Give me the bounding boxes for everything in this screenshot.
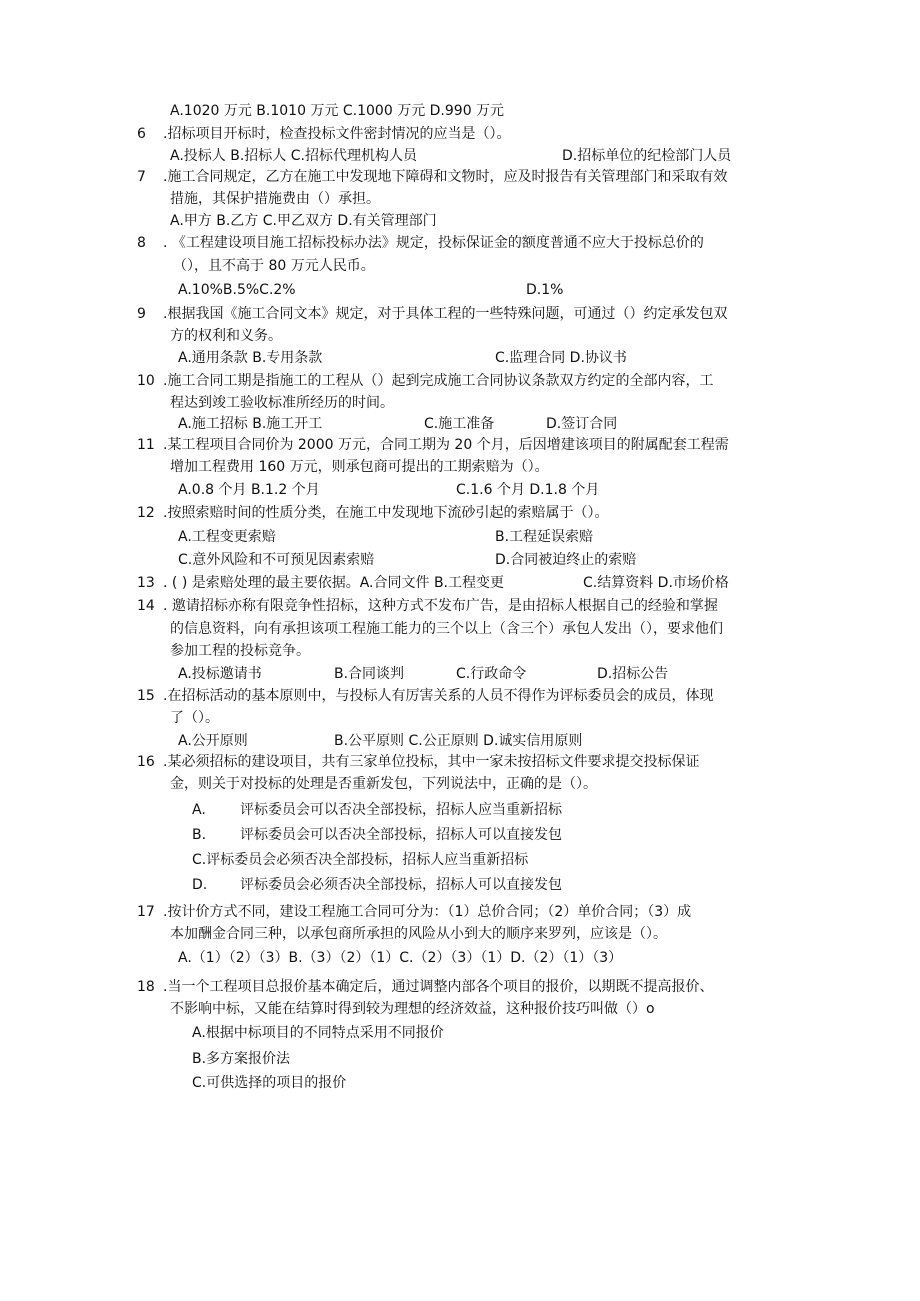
q10-number: 10 xyxy=(137,373,155,389)
q15-number: 15 xyxy=(137,688,155,704)
q10-option-c: C.施工准备 xyxy=(424,416,495,432)
q16-option-c: C.评标委员会必须否决全部投标，招标人应当重新招标 xyxy=(192,852,529,868)
q18-option-c: C.可供选择的项目的报价 xyxy=(192,1075,347,1091)
q11-number: 11 xyxy=(137,437,155,453)
q11-stem-line2: 增加工程费用 160 万元，则承包商可提出的工期索赔为（）。 xyxy=(170,459,549,475)
q16-option-a-letter: A. xyxy=(192,802,206,818)
q12-option-a: A.工程变更索赔 xyxy=(178,529,276,545)
q15-stem-line1: .在招标活动的基本原则中，与投标人有厉害关系的人员不得作为评标委员会的成员，体现 xyxy=(163,688,714,704)
q7-options: A.甲方 B.乙方 C.甲乙双方 D.有关管理部门 xyxy=(170,213,437,229)
q11-options-cd: C.1.6 个月 D.1.8 个月 xyxy=(456,482,600,498)
q17-number: 17 xyxy=(137,904,155,920)
q12-option-d: D.合同被迫终止的索赔 xyxy=(495,552,637,568)
q7-stem-line2: 措施，其保护措施费由（）承担。 xyxy=(170,191,380,207)
q14-option-a: A.投标邀请书 xyxy=(178,666,262,682)
q9-options-ab: A.通用条款 B.专用条款 xyxy=(178,350,323,366)
q8-stem-line1: . 《工程建设项目施工招标投标办法》规定，投标保证金的额度普通不应大于投标总价的 xyxy=(163,235,704,251)
q16-stem-line2: 金，则关于对投标的处理是否重新发包，下列说法中，正确的是（）。 xyxy=(170,776,597,792)
q18-stem-line1: .当一个工程项目总报价基本确定后，通过调整内部各个项目的报价，以期既不提高报价、 xyxy=(163,979,714,995)
q8-options-abc: A.10%B.5%C.2% xyxy=(178,282,296,298)
q13-option-cd: C.结算资料 D.市场价格 xyxy=(583,575,729,591)
q15-options-bcd: B.公平原则 C.公正原则 D.诚实信用原则 xyxy=(334,733,583,749)
q15-option-a: A.公开原则 xyxy=(178,733,248,749)
q16-option-d-text: 评标委员会必须否决全部投标，招标人可以直接发包 xyxy=(240,877,562,893)
q10-stem-line1: .施工合同工期是指施工的工程从（）起到完成施工合同协议条款双方约定的全部内容，工 xyxy=(163,373,714,389)
q17-options: A.（1）（2）（3）B.（3）（2）（1）C.（2）（3）（1）D.（2）（1）（3） xyxy=(178,950,623,966)
q6-options-abc: A.投标人 B.招标人 C.招标代理机构人员 xyxy=(170,148,417,164)
q10-option-d: D.签订合同 xyxy=(546,416,618,432)
q14-stem-line3: 参加工程的投标竞争。 xyxy=(170,643,310,659)
q16-option-b-letter: B. xyxy=(192,827,207,843)
q8-option-d: D.1% xyxy=(526,282,564,298)
q14-option-b: B.合同谈判 xyxy=(334,666,405,682)
q12-number: 12 xyxy=(137,505,155,521)
q14-stem-line2: 的信息资料，向有承担该项工程施工能力的三个以上（含三个）承包人发出（），要求他们 xyxy=(170,621,723,637)
q14-number: 14 xyxy=(137,598,155,614)
q9-number: 9 xyxy=(137,306,146,322)
q11-options-ab: A.0.8 个月 B.1.2 个月 xyxy=(178,482,320,498)
q13-number: 13 xyxy=(137,575,155,591)
q12-option-c: C.意外风险和不可预见因素索赔 xyxy=(178,552,375,568)
q12-stem: .按照索赔时间的性质分类，在施工中发现地下流砂引起的索赔属于（）。 xyxy=(163,505,609,521)
q10-stem-line2: 程达到竣工验收标准所经历的时间。 xyxy=(170,395,394,411)
q14-option-c: C.行政命令 xyxy=(456,666,527,682)
q7-stem-line1: .施工合同规定，乙方在施工中发现地下障碍和文物时，应及时报告有关管理部门和采取有效 xyxy=(163,169,728,185)
q16-option-d-letter: D. xyxy=(192,877,208,893)
q9-stem-line2: 方的权利和义务。 xyxy=(170,328,282,344)
q13-stem: . ( ) 是索赔处理的最主要依据。A.合同文件 B.工程变更 xyxy=(163,575,505,591)
q8-stem-line2: （），且不高于 80 万元人民币。 xyxy=(173,258,375,274)
q17-stem-line2: 本加酬金合同三种，以承包商所承担的风险从小到大的顺序来罗列，应该是（）。 xyxy=(170,926,667,942)
q8-number: 8 xyxy=(137,235,146,251)
q18-stem-line2: 不影响中标，又能在结算时得到较为理想的经济效益，这种报价技巧叫做（）o xyxy=(170,1001,655,1017)
q18-option-a: A.根据中标项目的不同特点采用不同报价 xyxy=(192,1025,444,1041)
q6-stem: .招标项目开标时，检查投标文件密封情况的应当是（）。 xyxy=(163,126,511,142)
q6-option-d: D.招标单位的纪检部门人员 xyxy=(562,148,732,164)
q16-number: 16 xyxy=(137,754,155,770)
q5-options: A.1020 万元 B.1010 万元 C.1000 万元 D.990 万元 xyxy=(170,103,505,119)
q7-number: 7 xyxy=(137,169,146,185)
q18-number: 18 xyxy=(137,979,155,995)
q16-option-a-text: 评标委员会可以否决全部投标，招标人应当重新招标 xyxy=(240,802,562,818)
q18-option-b: B.多方案报价法 xyxy=(192,1051,291,1067)
q15-stem-line2: 了（）。 xyxy=(170,710,219,726)
q9-options-cd: C.监理合同 D.协议书 xyxy=(495,350,627,366)
q17-stem-line1: .按计价方式不同，建设工程施工合同可分为：（1）总价合同；（2）单价合同；（3）成 xyxy=(163,904,692,920)
q12-option-b: B.工程延误索赔 xyxy=(495,529,594,545)
q9-stem-line1: .根据我国《施工合同文本》规定，对于具体工程的一些特殊问题，可通过（）约定承发包双 xyxy=(163,306,728,322)
q10-options-ab: A.施工招标 B.施工开工 xyxy=(178,416,323,432)
q14-stem-line1: . 邀请招标亦称有限竞争性招标，这种方式不发布广告，是由招标人根据自己的经验和掌握 xyxy=(163,598,718,614)
q16-option-b-text: 评标委员会可以否决全部投标，招标人可以直接发包 xyxy=(240,827,562,843)
q16-stem-line1: .某必须招标的建设项目，共有三家单位投标，其中一家未按招标文件要求提交投标保证 xyxy=(163,754,700,770)
q14-option-d: D.招标公告 xyxy=(597,666,669,682)
q11-stem-line1: .某工程项目合同价为 2000 万元，合同工期为 20 个月，后因增建该项目的附属配套工程需 xyxy=(163,437,729,453)
q6-number: 6 xyxy=(137,126,146,142)
